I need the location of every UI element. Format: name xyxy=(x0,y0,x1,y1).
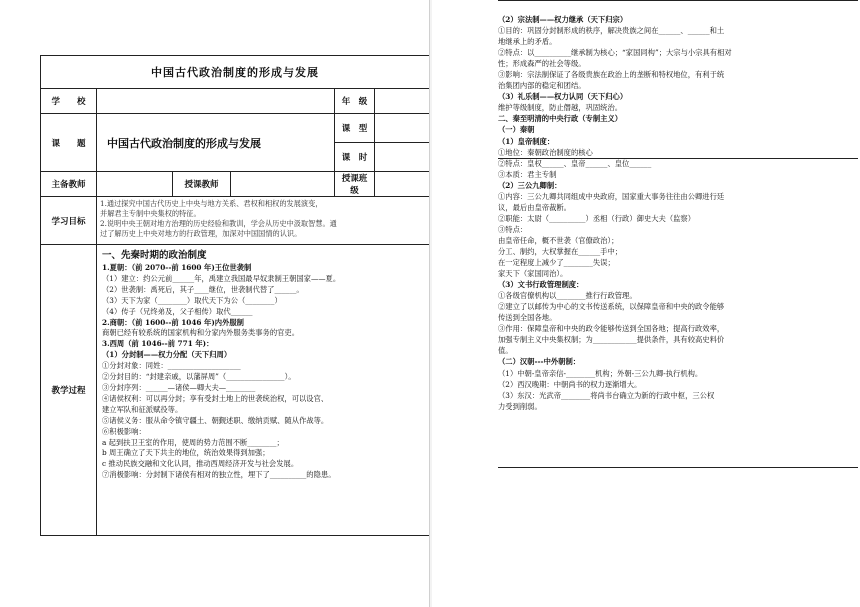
right-line: 由皇帝任命，概不世袭（官僚政治）； xyxy=(498,235,619,245)
right-line: ②特点：以__________继承制为核心；“家国同构”；大宗与小宗具有相对 xyxy=(498,48,732,58)
lesson-type-value xyxy=(375,114,430,143)
teaching-teacher-label: 授课教师 xyxy=(173,172,231,197)
document-title: 中国古代政治制度的形成与发展 xyxy=(41,56,430,89)
process-line: ①分封对象：同姓：____________________ xyxy=(102,361,241,371)
process-line: ⑤诸侯义务：服从命令镇守疆土、朝觐述职、缴纳贡赋、随从作战等。 xyxy=(102,415,329,425)
topic-label: 课 题 xyxy=(41,114,97,172)
process-line: ④诸侯权利：可以再分封；享有受封土地上的世袭统治权，可以设官、 xyxy=(102,393,329,403)
topic-text: 中国古代政治制度的形成与发展 xyxy=(97,114,335,172)
right-line: 维护等级制度，防止僭越，巩固统治。 xyxy=(498,103,623,113)
lesson-type-label: 课 型 xyxy=(335,114,375,143)
right-line: ②职能：太尉（__________）丞相（行政）御史大夫（监察） xyxy=(498,213,696,223)
learning-goals xyxy=(97,197,430,245)
process-line: 1.夏朝：（前 2070--前 1600 年)王位世袭制 xyxy=(102,263,252,272)
process-line: ③分封序列：______—诸侯—卿大夫—________ xyxy=(102,382,256,392)
right-page xyxy=(432,0,860,607)
right-line: 二、秦至明清的中央行政（专制主义） xyxy=(498,114,623,124)
lead-teacher-value xyxy=(97,172,173,197)
teaching-teacher-value xyxy=(231,172,335,197)
process-line: 3.西周（前 1046--前 771 年)： xyxy=(102,339,214,349)
right-line: （1）中朝-皇帝亲信-________机构；外朝-三公九卿-执行机构。 xyxy=(498,368,703,378)
process-line: （1）分封制——权力分配（天下归周） xyxy=(102,350,232,360)
goal-line: 1.通过探究中国古代历史上中央与地方关系、君权和相权的发展演变， xyxy=(100,199,323,208)
right-line: 家天下（家国同治）。 xyxy=(498,269,568,279)
right-line: 在一定程度上减少了________失误； xyxy=(498,258,615,268)
teaching-process xyxy=(97,245,430,536)
class-value xyxy=(375,172,430,197)
right-line: （1）皇帝制度： xyxy=(498,136,555,146)
process-line: （4）传子（兄终弟及，父子相传）取代______ xyxy=(102,306,253,316)
right-line: 地继承上的矛盾。 xyxy=(498,37,557,47)
right-line: ①内容：三公九卿共同组成中央政府，国家重大事务往往由公卿进行廷 xyxy=(498,191,725,201)
school-label: 学 校 xyxy=(41,89,97,114)
process-line: （2）世袭制：禹死后，其子____继位，世袭制代替了______。 xyxy=(102,284,304,294)
goal-line: 2.说明中央王朝对地方治理的历史经验和教训，学会从历史中汲取智慧。通 xyxy=(100,219,337,228)
right-line: ③本质：君主专制 xyxy=(498,169,557,179)
right-line: （二）汉朝---中外朝制： xyxy=(498,357,581,367)
right-line: （2）三公九卿制： xyxy=(498,180,562,190)
process-line: a 起到扶卫王室的作用，使周的势力范围不断________； xyxy=(102,437,284,447)
class-label: 授课班级 xyxy=(335,172,375,197)
right-line: ②特点：皇权______、皇帝______、皇位______ xyxy=(498,158,652,168)
top-rule xyxy=(498,0,858,1)
right-line: 治集团内部的稳定和团结。 xyxy=(498,81,586,91)
process-line: 2.商朝：（前 1600--前 1046 年)内外服制 xyxy=(102,317,244,327)
grade-value xyxy=(375,89,430,114)
process-line: c 推动民族交融和文化认同，推动西周经济开发与社会发展。 xyxy=(102,459,299,469)
lead-teacher-label: 主备教师 xyxy=(41,172,97,197)
lesson-plan-table xyxy=(40,55,430,536)
process-line: 商朝已经有较系统的国家机构和分家内外服务类事务的官吏。 xyxy=(102,328,300,338)
right-line: （3）东汉：光武帝________将尚书台确立为新的行政中枢，三公权 xyxy=(498,390,715,400)
right-line: ①目的：巩固分封制形成的秩序，解决贵族之间在______、______和土 xyxy=(498,26,725,36)
process-line: （1）建立：约公元前______年，禹建立我国最早奴隶制王朝国家——夏。 xyxy=(102,273,341,283)
lesson-time-value xyxy=(375,143,430,172)
right-line: ③影响：宗法制保证了各级贵族在政治上的垄断和特权地位，有利于统 xyxy=(498,70,725,80)
right-line: 力受到削弱。 xyxy=(498,401,542,411)
right-line: 值。 xyxy=(498,346,513,356)
right-line: （3）礼乐制——权力认同（天下归心） xyxy=(498,92,628,102)
right-line: 传送到全国各地。 xyxy=(498,313,557,323)
section-heading: 一、先秦时期的政治制度 xyxy=(102,250,207,261)
process-line: （3）天下为家（________）取代天下为公（________） xyxy=(102,295,282,305)
process-line: ②分封目的：“封建亲戚，以藩屏周”（________________）。 xyxy=(102,372,296,382)
right-line: （3）文书行政管理制度： xyxy=(498,280,584,290)
right-line: （一）秦朝 xyxy=(498,125,535,135)
right-line: ①各级官僚机构以________推行行政管理。 xyxy=(498,291,637,301)
school-value xyxy=(97,89,335,114)
right-line: （2）西汉晚期：中朝尚书的权力逐渐增大。 xyxy=(498,379,642,389)
right-line: 议，最后由皇帝裁断。 xyxy=(498,202,571,212)
grade-label: 年 级 xyxy=(335,89,375,114)
right-line: ②建立了以邮传为中心的文书传送系统，以保障皇帝和中央的政令能够 xyxy=(498,302,725,312)
goals-label: 学习目标 xyxy=(41,197,97,245)
section-rule xyxy=(498,467,858,468)
right-line: ③作用：保障皇帝和中央的政令能够传送到全国各地；提高行政效率， xyxy=(498,324,725,334)
lesson-time-label: 课 时 xyxy=(335,143,375,172)
right-line: ③特点： xyxy=(498,224,528,234)
process-line: ⑥积极影响： xyxy=(102,426,146,436)
process-line: 建立军队和征派赋役等。 xyxy=(102,404,183,414)
right-column-text xyxy=(498,14,858,412)
right-line: 加强专制主义中央集权制；为____________提供条件，具有较高史料价 xyxy=(498,335,725,345)
process-line: b 周王确立了天下共主的地位，统治效果得到加强； xyxy=(102,448,270,458)
goal-line: 过了解历史上中央对地方的行政管理，加深对中国国情的认识。 xyxy=(100,229,302,238)
right-line: 性；形成森严的社会等级。 xyxy=(498,59,586,69)
goal-line: 并解君主专制中央集权的特征。 xyxy=(100,209,201,218)
right-line: 分工、制约，大权掌握在______手中； xyxy=(498,246,623,256)
process-line: ⑦消极影响：分封制下诸侯有相对的独立性，埋下了__________的隐患。 xyxy=(102,470,336,480)
right-line: ①地位：秦朝政治制度的核心 xyxy=(498,147,593,157)
process-label: 教学过程 xyxy=(41,245,97,536)
section-rule xyxy=(498,158,858,159)
right-line: （2）宗法制——权力继承（天下归宗） xyxy=(498,15,628,24)
